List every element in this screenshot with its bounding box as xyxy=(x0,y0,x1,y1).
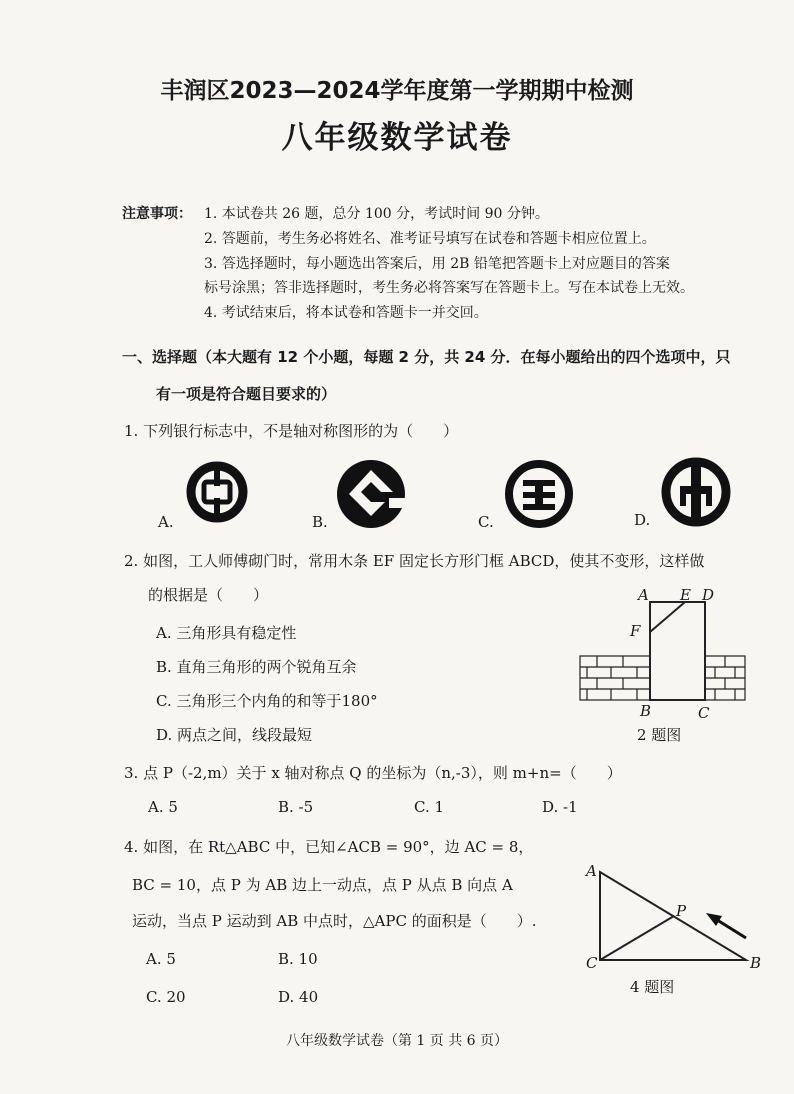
q1-option-b: B. xyxy=(312,513,328,531)
q4-point-b: B xyxy=(750,954,762,972)
exam-title-line1: 丰润区2023—2024学年度第一学期期中检测 xyxy=(160,78,634,104)
q2-stem-line2: 的根据是（ ） xyxy=(148,586,269,604)
q2-point-c: C xyxy=(698,704,710,722)
q1-option-a: A. xyxy=(158,513,174,531)
q3-option-a: A. 5 xyxy=(148,798,178,816)
q1-option-d: D. xyxy=(634,511,651,529)
page-footer: 八年级数学试卷（第 1 页 共 6 页） xyxy=(285,1033,509,1049)
q2-figure-caption: 2 题图 xyxy=(637,726,682,744)
arrow-icon xyxy=(706,913,746,938)
q2-point-e: E xyxy=(680,586,691,604)
q2-point-b: B xyxy=(640,702,652,720)
q1-stem: 1. 下列银行标志中，不是轴对称图形的为（ ） xyxy=(124,422,459,440)
icbc-logo-icon xyxy=(503,458,575,530)
q4-option-d: D. 40 xyxy=(278,988,319,1006)
q4-figure-caption: 4 题图 xyxy=(630,978,675,996)
q2-point-f: F xyxy=(630,622,641,640)
q2-option-c: C. 三角形三个内角的和等于180° xyxy=(156,692,378,710)
notice-line: 4. 考试结束后，将本试卷和答题卡一并交回。 xyxy=(204,305,488,321)
notice-line: 1. 本试卷共 26 题，总分 100 分，考试时间 90 分钟。 xyxy=(204,206,549,222)
section-heading: 一、选择题（本大题有 12 个小题，每题 2 分，共 24 分．在每小题给出的四个选项中，只 xyxy=(122,348,731,366)
q3-option-d: D. -1 xyxy=(542,798,578,816)
q4-triangle-figure xyxy=(590,860,760,970)
notice-line: 标号涂黑；答非选择题时，考生务必将答案写在答题卡上。写在本试卷上无效。 xyxy=(204,280,694,296)
q1-option-c: C. xyxy=(478,513,494,531)
q2-point-d: D xyxy=(702,586,715,604)
notice-label: 注意事项： xyxy=(122,206,192,222)
abc-logo-icon xyxy=(660,456,732,528)
q2-option-d: D. 两点之间，线段最短 xyxy=(156,726,313,744)
q2-option-a: A. 三角形具有稳定性 xyxy=(156,624,297,642)
q2-stem-line1: 2. 如图，工人师傅砌门时，常用木条 EF 固定长方形门框 ABCD，使其不变形，这样做 xyxy=(124,552,705,570)
q4-option-a: A. 5 xyxy=(146,950,176,968)
q4-option-b: B. 10 xyxy=(278,950,318,968)
exam-title-line2: 八年级数学试卷 xyxy=(281,120,513,156)
q4-stem-line2: BC = 10，点 P 为 AB 边上一动点，点 P 从点 B 向点 A xyxy=(132,876,513,894)
q3-stem: 3. 点 P（-2,m）关于 x 轴对称点 Q 的坐标为（n,-3），则 m+n=（ ） xyxy=(124,764,622,782)
q4-stem-line3: 运动，当点 P 运动到 AB 中点时，△APC 的面积是（ ）. xyxy=(132,912,537,930)
q2-point-a: A xyxy=(638,586,649,604)
q2-door-figure xyxy=(575,586,755,746)
notice-line: 2. 答题前，考生务必将姓名、准考证号填写在试卷和答题卡相应位置上。 xyxy=(204,231,656,247)
q4-point-a: A xyxy=(586,862,597,880)
q2-option-b: B. 直角三角形的两个锐角互余 xyxy=(156,658,357,676)
q4-option-c: C. 20 xyxy=(146,988,186,1006)
q4-point-c: C xyxy=(586,954,598,972)
q4-stem-line1: 4. 如图，在 Rt△ABC 中，已知∠ACB = 90°，边 AC = 8， xyxy=(124,838,534,856)
ccb-logo-icon xyxy=(335,458,407,530)
q3-option-c: C. 1 xyxy=(414,798,445,816)
q4-point-p: P xyxy=(676,902,687,920)
section-heading-cont: 有一项是符合题目要求的） xyxy=(156,385,337,403)
notice-line: 3. 答选择题时，每小题选出答案后，用 2B 铅笔把答题卡上对应题目的答案 xyxy=(204,256,670,272)
q3-option-b: B. -5 xyxy=(278,798,314,816)
boc-logo-icon xyxy=(185,460,249,524)
